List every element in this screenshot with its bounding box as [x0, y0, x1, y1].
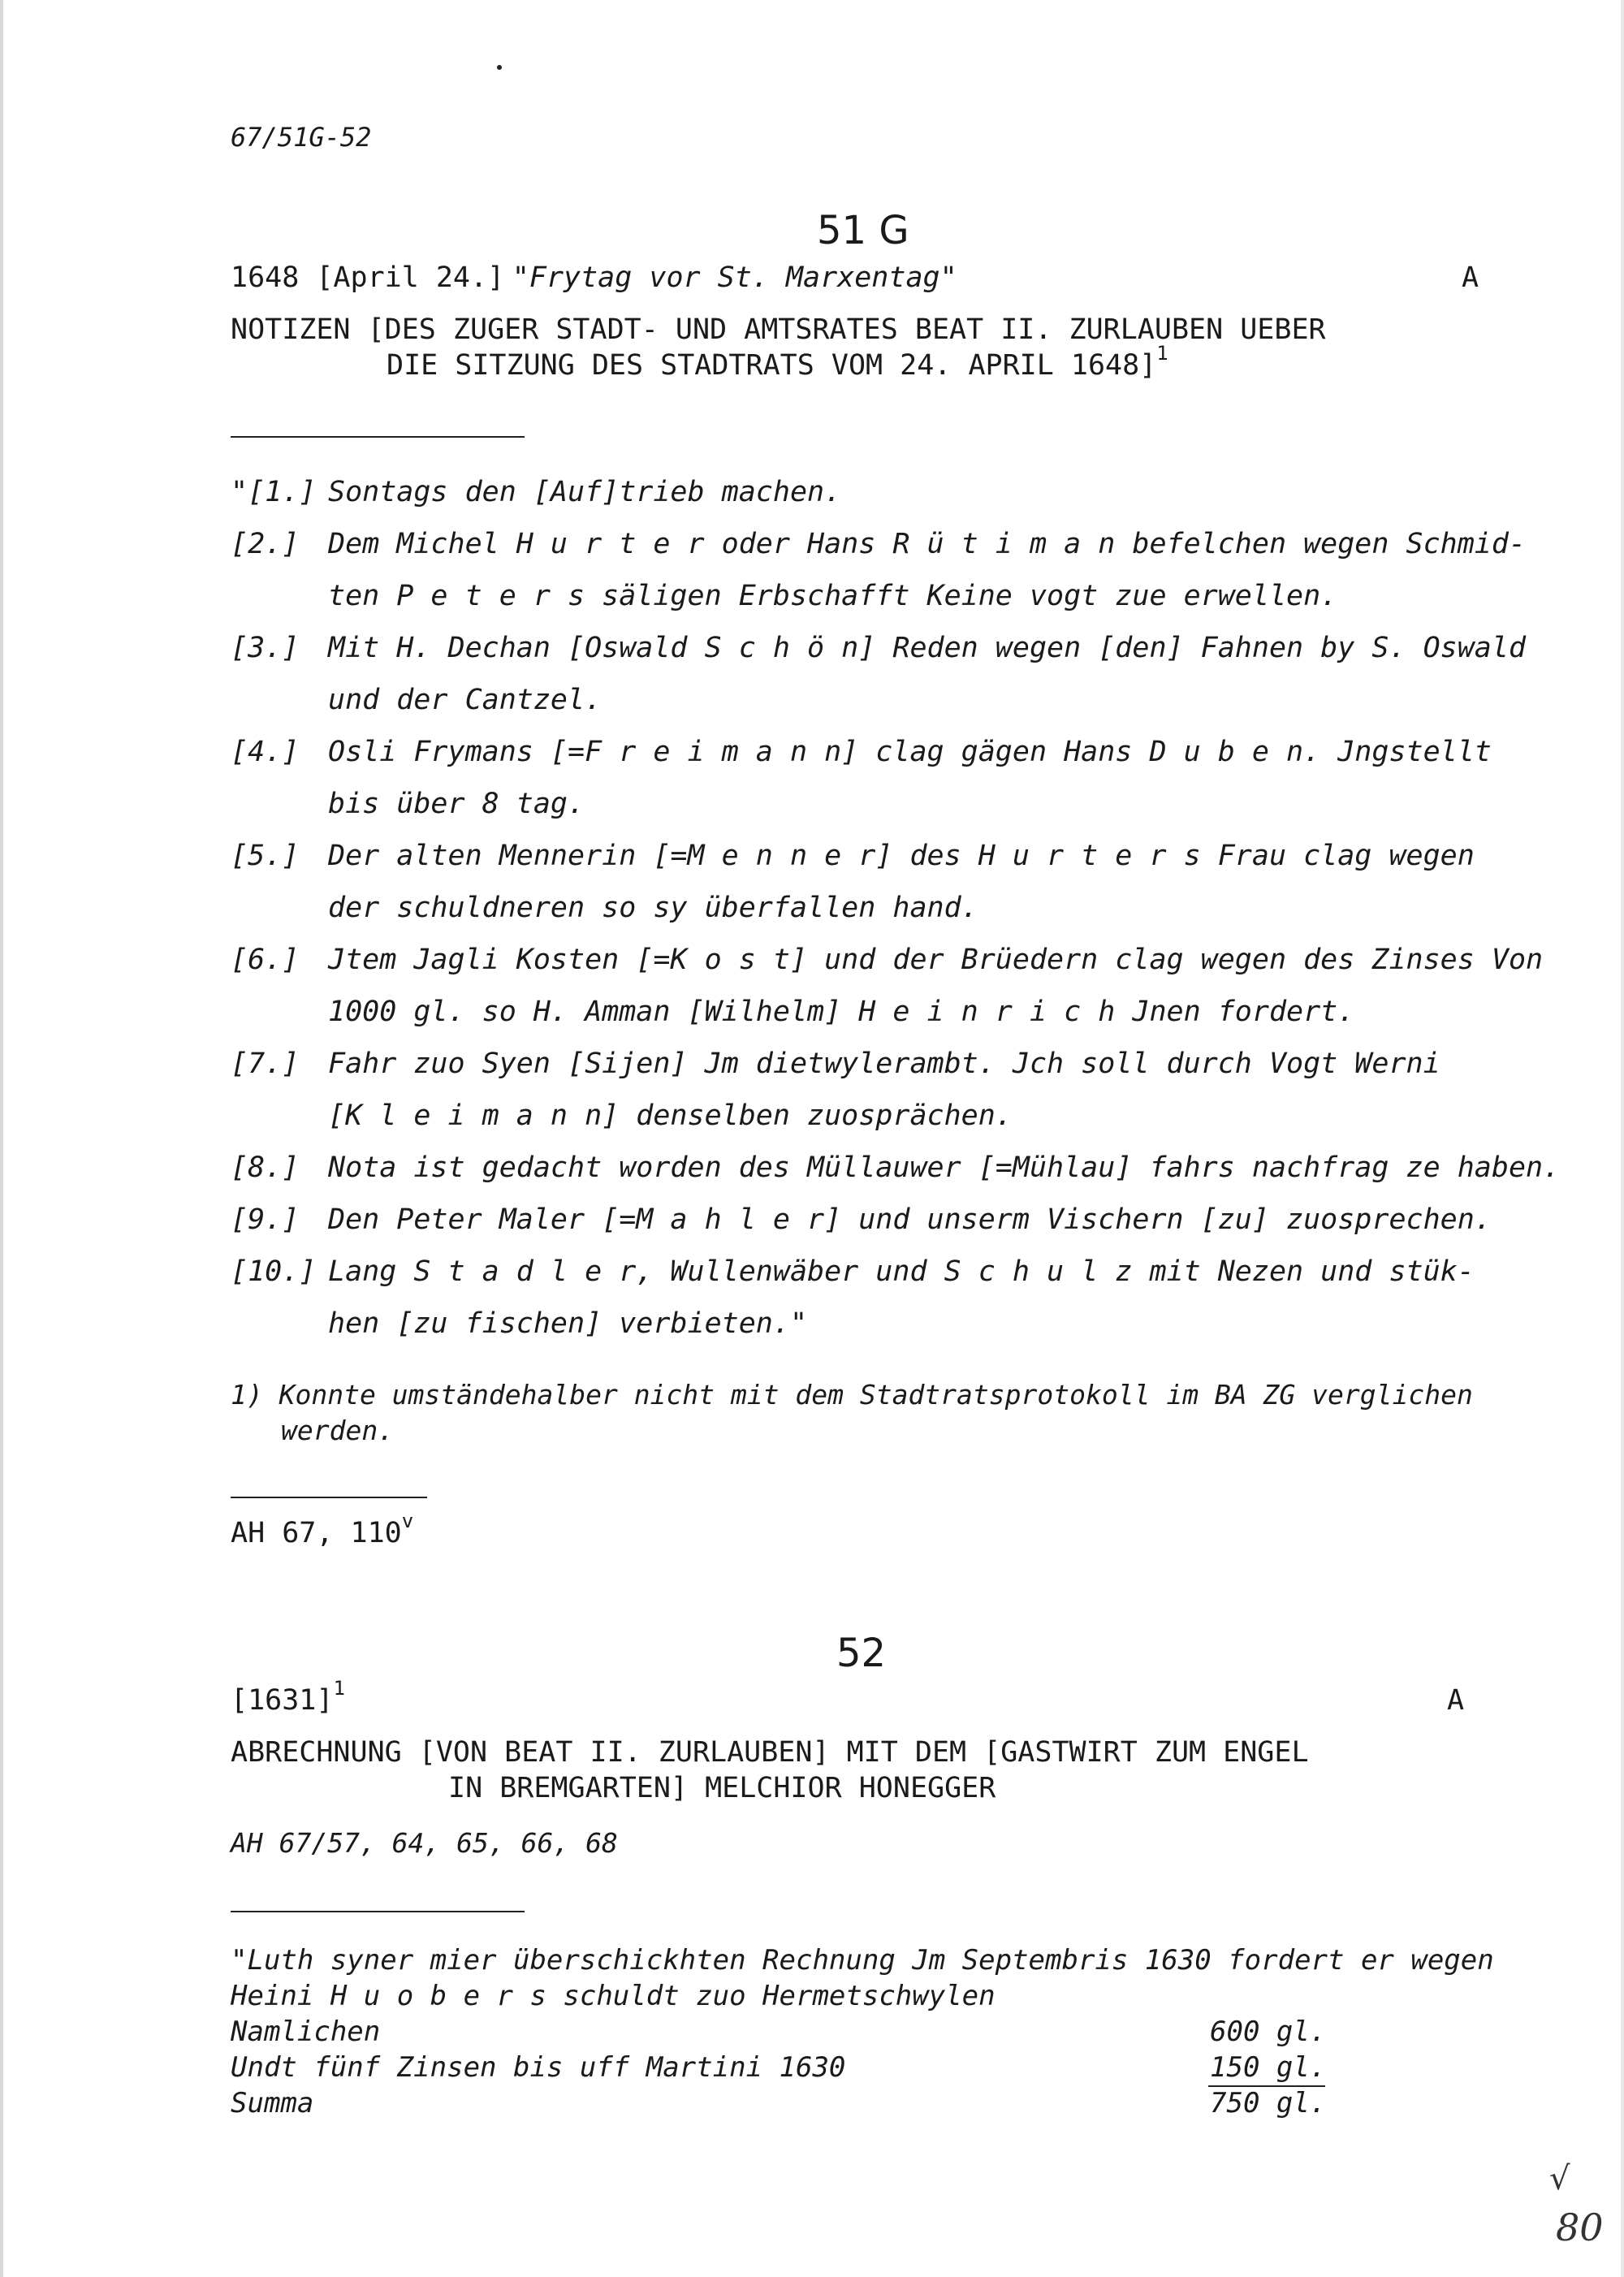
- doc51-title-footnote-mark: 1: [1156, 342, 1168, 365]
- doc52-date-line: [231, 1677, 345, 1717]
- item-number-5: [5.]: [231, 840, 300, 872]
- doc51-divider: [231, 436, 525, 438]
- handwritten-check-mark: √: [1549, 2160, 1570, 2197]
- doc52-text-line1: "Luth syner mier überschickhten Rechnung Jm Septembris 1630 fordert er wegen: [231, 1944, 1494, 1977]
- doc51-title-line2: [387, 342, 1168, 382]
- doc51-source: [231, 1510, 414, 1549]
- doc51-date-italic: "Frytag vor St. Marxentag": [512, 261, 957, 294]
- item-number-2: [2.]: [231, 528, 300, 560]
- item-number-8: [8.]: [231, 1151, 300, 1184]
- item-number-10: [10.]: [231, 1255, 317, 1288]
- item-1-line-1: Sontags den [Auf]trieb machen.: [328, 476, 842, 508]
- doc52-title-line2: IN BREMGARTEN] MELCHIOR HONEGGER: [448, 1772, 996, 1804]
- item-number-1: "[1.]: [231, 476, 317, 508]
- doc52-text-line2: Heini H u o b e r s schuldt zuo Hermetschwylen: [231, 1980, 996, 2012]
- doc52-references: AH 67/57, 64, 65, 66, 68: [231, 1827, 618, 1859]
- doc52-date-footnote-mark: 1: [333, 1677, 345, 1700]
- item-number-9: [9.]: [231, 1203, 300, 1236]
- page-reference: 67/51G-52: [231, 122, 372, 153]
- document-number-51g: 51 G: [817, 208, 909, 253]
- item-2-line-1: Dem Michel H u r t e r oder Hans R ü t i m a n befelchen wegen Schmid-: [328, 528, 1527, 560]
- account-row-label-2: Undt fünf Zinsen bis uff Martini 1630: [231, 2051, 846, 2084]
- account-row-label-3: Summa: [231, 2087, 314, 2119]
- item-4-line-1: Osli Frymans [=F r e i m a n n] clag gägen Hans D u b e n. Jngstellt: [328, 736, 1492, 768]
- item-4-line-2: bis über 8 tag.: [328, 788, 585, 820]
- scan-edge-right: [1621, 0, 1624, 2277]
- handwritten-page-number: 80: [1556, 2206, 1604, 2249]
- doc51-title-line2-text: DIE SITZUNG DES STADTRATS VOM 24. APRIL 1648]: [387, 349, 1157, 382]
- item-8-line-1: Nota ist gedacht worden des Müllauwer [=Mühlau] fahrs nachfrag ze haben.: [328, 1151, 1561, 1184]
- item-5-line-1: Der alten Mennerin [=M e n n e r] des H u r t e r s Frau clag wegen: [328, 840, 1475, 872]
- item-6-line-2: 1000 gl. so H. Amman [Wilhelm] H e i n r i c h Jnen fordert.: [328, 996, 1355, 1028]
- doc51-source-verso: v: [401, 1510, 414, 1532]
- account-row-label-1: Namlichen: [231, 2016, 381, 2048]
- doc52-divider: [231, 1911, 525, 1912]
- item-3-line-1: Mit H. Dechan [Oswald S c h ö n] Reden wegen [den] Fahnen by S. Oswald: [328, 632, 1527, 664]
- doc51-footnote-line1: 1) Konnte umständehalber nicht mit dem Stadtratsprotokoll im BA ZG verglichen: [231, 1379, 1473, 1411]
- item-7-line-2: [K l e i m a n n] denselben zuosprächen.: [328, 1100, 1013, 1132]
- doc52-title-line1: ABRECHNUNG [VON BEAT II. ZURLAUBEN] MIT DEM [GASTWIRT ZUM ENGEL: [231, 1736, 1309, 1769]
- doc51-date: 1648 [April 24.]: [231, 261, 505, 294]
- document-number-52: 52: [836, 1631, 887, 1676]
- doc51-title-line1: NOTIZEN [DES ZUGER STADT- UND AMTSRATES BEAT II. ZURLAUBEN UEBER: [231, 313, 1326, 346]
- item-5-line-2: der schuldneren so sy überfallen hand.: [328, 892, 978, 924]
- item-6-line-1: Jtem Jagli Kosten [=K o s t] und der Brüedern clag wegen des Zinses Von: [328, 944, 1544, 976]
- item-7-line-1: Fahr zuo Syen [Sijen] Jm dietwylerambt. Jch soll durch Vogt Werni: [328, 1048, 1440, 1080]
- item-number-4: [4.]: [231, 736, 300, 768]
- account-row-amount-1: 600 gl.: [1210, 2016, 1327, 2048]
- ink-speck: [497, 65, 502, 70]
- doc51-date-line: [231, 261, 957, 294]
- scan-edge-left: [0, 0, 3, 2277]
- item-number-7: [7.]: [231, 1048, 300, 1080]
- item-10-line-2: hen [zu fischen] verbieten.": [328, 1307, 808, 1340]
- doc51-letter: A: [1462, 261, 1479, 294]
- item-2-line-2: ten P e t e r s säligen Erbschafft Keine vogt zue erwellen.: [328, 580, 1338, 612]
- item-9-line-1: Den Peter Maler [=M a h l e r] und unserm Vischern [zu] zuosprechen.: [328, 1203, 1492, 1236]
- doc52-date: [1631]: [231, 1684, 334, 1717]
- item-number-6: [6.]: [231, 944, 300, 976]
- doc51-source-rule: [231, 1497, 427, 1498]
- item-3-line-2: und der Cantzel.: [328, 684, 603, 716]
- account-row-amount-3: 750 gl.: [1210, 2087, 1327, 2119]
- doc51-source-text: AH 67, 110: [231, 1517, 402, 1549]
- doc52-letter: A: [1447, 1684, 1465, 1717]
- account-row-amount-2: 150 gl.: [1210, 2051, 1327, 2084]
- item-10-line-1: Lang S t a d l e r, Wullenwäber und S c h u l z mit Nezen und stük-: [328, 1255, 1475, 1288]
- item-number-3: [3.]: [231, 632, 300, 664]
- doc51-footnote-line2: werden.: [281, 1415, 395, 1446]
